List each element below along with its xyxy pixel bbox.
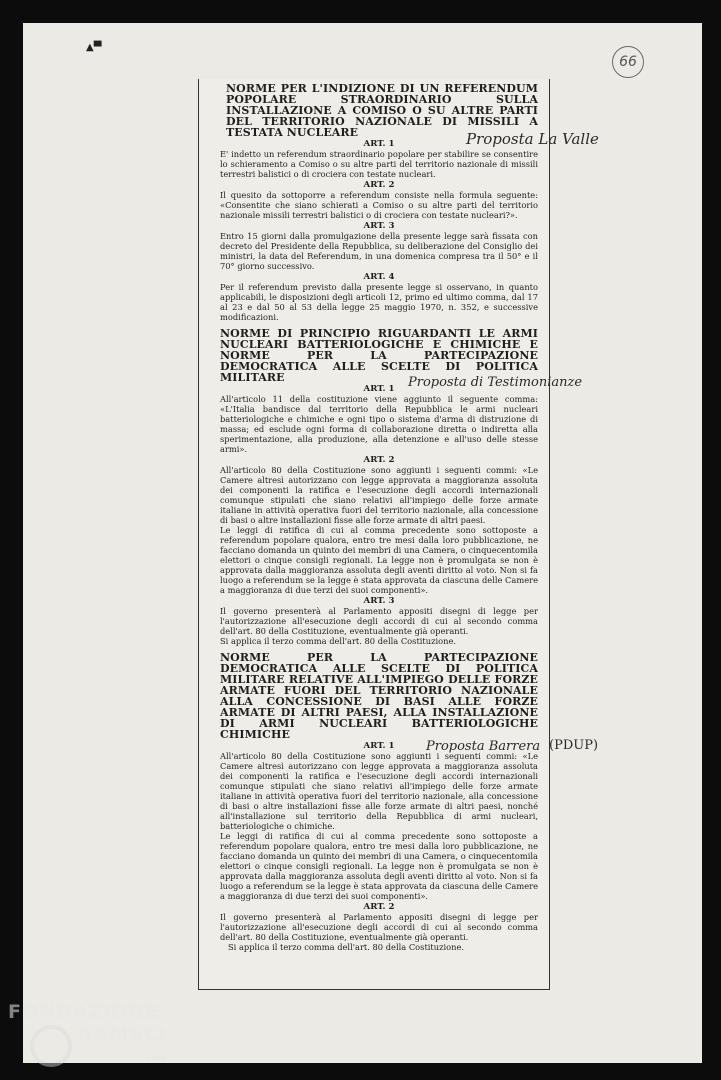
ink-mark: ▲▀ xyxy=(86,42,102,53)
article-text: All'articolo 11 della costituzione viene aggiunto il seguente comma: «L'Italia bandisce dal territorio della Repubblica le armi nucleari batteriologiche e chimiche e ogni tipo o sistema d'arma di distruzione di massa; ed esclude ogni forma di collaborazione diretta o indiretta alla sperimentazione, alla produzione, alla detenzione e all'uso delle stesse armi». xyxy=(220,394,538,454)
section2-title: NORME DI PRINCIPIO RIGUARDANTI LE ARMI NUCLEARI BATTERIOLOGICHE E CHIMICHE E NORME PER LA PARTECIPAZIONE DEMOCRATICA ALLE SCELTE DI POLITICA MILITARE xyxy=(220,327,538,384)
article-label: ART. 2 xyxy=(363,902,395,912)
watermark-subtext: onlus xyxy=(147,1055,166,1063)
article-label: ART. 3 xyxy=(363,596,395,606)
article-text: Per il referendum previsto dalla presente legge si osservano, in quanto applicabili, le disposizioni degli articoli 12, primo ed ultimo comma, dal 17 al 23 e dal 50 al 53 della legge 25 maggio 1970, n. 352, e successive modificazioni. xyxy=(220,282,538,322)
article-label: ART. 1 xyxy=(363,139,395,149)
article-label: ART. 3 xyxy=(363,221,395,231)
section3-title: NORME PER LA PARTECIPAZIONE DEMOCRATICA ALLE SCELTE DI POLITICA MILITARE RELATIVE ALL'IMPIEGO DELLE FORZE ARMATE FUORI DEL TERRITORIO NAZIONALE ALLA CONCESSIONE DI BASI ALLE FORZE ARMATE DI ALTRI PAESI, ALLA INSTALLAZIONE DI ARMI NUCLEARI BATTERIOLOGICHE CHIMICHE xyxy=(220,651,538,741)
article-text: Le leggi di ratifica di cui al comma precedente sono sottoposte a referendum popolare qualora, entro tre mesi dalla loro pubblicazione, ne facciano domanda un quinto dei membri di una Camera, o cinquecentomila elettori o cinque consigli regionali. La legge non è promulgata se non è approvata dalla maggioranza assoluta degli aventi diritto al voto. Non si fa luogo a referendum se la legge è stata approvata da ciascuna delle Camere a maggioranza di due terzi dei suoi componenti». xyxy=(220,525,538,595)
section1-title: NORME PER L'INDIZIONE DI UN REFERENDUM POPOLARE STRAORDINARIO SULLA INSTALLAZIONE A COMISO O SU ALTRE PARTI DEL TERRITORIO NAZIONALE DI MISSILI A TESTATA NUCLEARE xyxy=(226,82,538,139)
article-text: Il governo presenterà al Parlamento appositi disegni di legge per l'autorizzazione all'esecuzione degli accordi di cui al secondo comma dell'art. 80 della Costituzione, eventualmente già operanti. xyxy=(220,912,538,942)
article-text: Il governo presenterà al Parlamento appositi disegni di legge per l'autorizzazione all'esecuzione degli accordi di cui al secondo comma dell'art. 80 della Costituzione, eventualmente già operanti. xyxy=(220,606,538,636)
article-label: ART. 1 xyxy=(363,384,395,394)
page-number-circle: 66 xyxy=(612,46,644,78)
article-text: Si applica il terzo comma dell'art. 80 della Costituzione. xyxy=(220,636,457,646)
handwritten-annotation: Proposta La Valle xyxy=(466,130,599,148)
article-text: All'articolo 80 della Costituzione sono aggiunti i seguenti commi: «Le Camere altresì autorizzano con legge approvata a maggioranza assoluta dei componenti la ratifica e l'esecuzione degli accordi internazionali comunque stipulati che siano relativi all'impiego delle forze armate italiane in attività operativa fuori del territorio nazionale, alla concessione di basi o altre installazioni fisse alle forze armate di altri paesi, nonché all'installazione sul territorio della Repubblica di armi nucleari, batteriologiche o chimiche. xyxy=(220,751,538,831)
clipping-text-column xyxy=(220,82,541,952)
watermark-text: FONDAZIONE xyxy=(8,1001,160,1023)
article-text: Il quesito da sottoporre a referendum consiste nella formula seguente: «Consentite che siano schierati a Comiso o su altre parti del territorio nazionale missili terrestri balistici o di crociera con testate nucleari?». xyxy=(220,190,538,220)
article-label: ART. 2 xyxy=(363,180,395,190)
handwritten-annotation: (PDUP) xyxy=(549,738,599,753)
article-text: Le leggi di ratifica di cui al comma precedente sono sottoposte a referendum popolare qualora, entro tre mesi dalla loro pubblicazione, ne facciano domanda un quinto dei membri di una Camera, o cinquecentomila elettori o cinque consigli regionali. La legge non è promulgata se non è approvata dalla maggioranza assoluta degli aventi diritto al voto. Non si fa luogo a referendum se la legge è stata approvata da ciascuna delle Camere a maggioranza di due terzi dei suoi componenti». xyxy=(220,831,538,901)
article-text: Si applica il terzo comma dell'art. 80 della Costituzione. xyxy=(228,942,465,952)
article-text: All'articolo 80 della Costituzione sono aggiunti i seguenti commi: «Le Camere altresì autorizzano con legge approvata a maggioranza assoluta dei componenti la ratifica e l'esecuzione degli accordi internazionali comunque stipulati che siano relativi all'impiego delle forze armate italiane in attività operativa fuori del territorio nazionale, alla concessione di basi o altre installazioni fisse alle forze armate di altri paesi. xyxy=(220,465,538,525)
watermark-text: RAMSCI xyxy=(78,1024,167,1046)
article-text: E' indetto un referendum straordinario popolare per stabilire se consentire lo schieramento a Comiso o su altre parti del territorio nazionale di missili terrestri balistici o di crociera con testate nucleari. xyxy=(220,149,538,179)
article-text: Entro 15 giorni dalla promulgazione della presente legge sarà fissata con decreto del Presidente della Repubblica, su deliberazione del Consiglio dei ministri, la data del Referendum, in una domenica compresa tra il 50° e il 70° giorno successivo. xyxy=(220,231,538,271)
article-label: ART. 2 xyxy=(363,455,395,465)
article-label: ART. 1 xyxy=(363,741,395,751)
article-label: ART. 4 xyxy=(363,272,395,282)
handwritten-annotation: Proposta Barrera xyxy=(426,739,541,754)
handwritten-annotation: Proposta di Testimonianze xyxy=(408,375,583,390)
